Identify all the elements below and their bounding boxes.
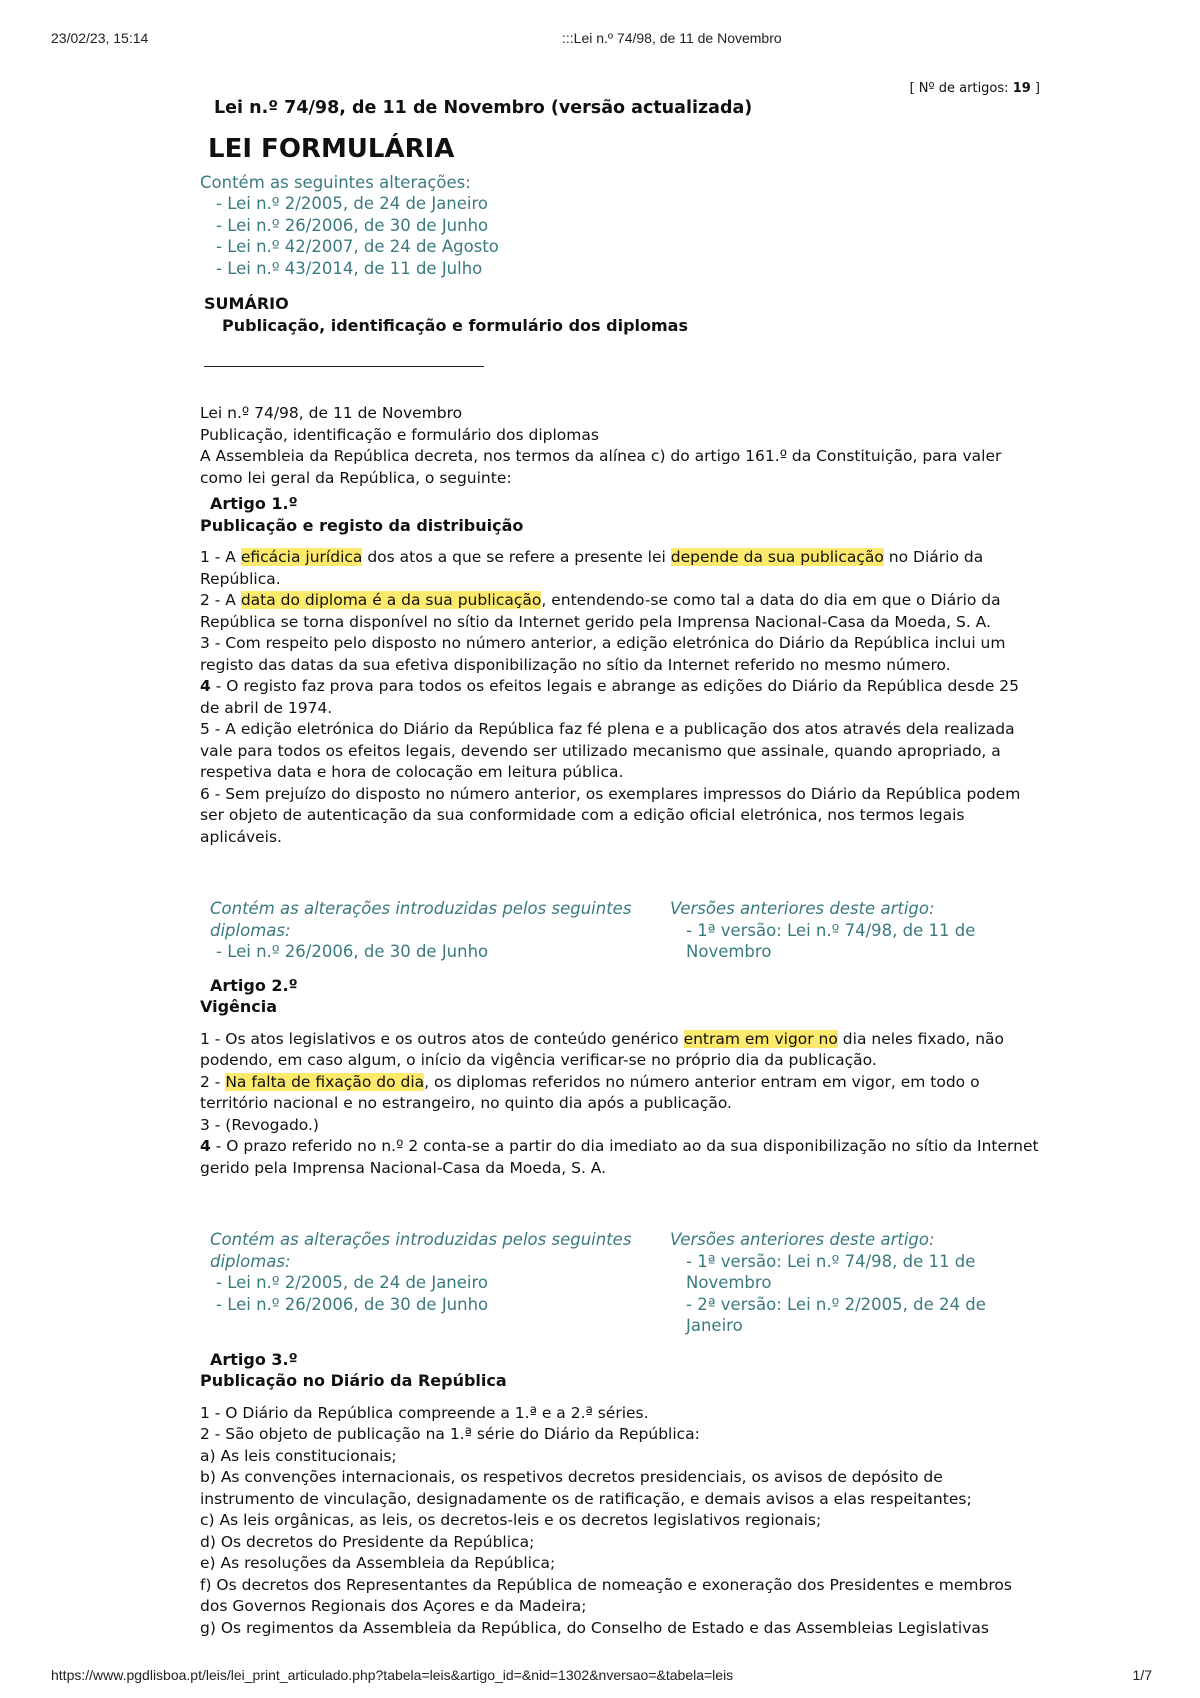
article-count-close: ] (1034, 81, 1040, 96)
paragraph: 5 - A edição eletrónica do Diário da República faz fé plena e a publicação dos atos através dela realizada vale para todos os efeitos legais, devendo ser utilizado mecanismo que assinale, quando apropriado, a respetiva data e hora de colocação em leitura pública. (200, 720, 1015, 781)
article-count (910, 78, 1040, 100)
paragraph (200, 547, 1040, 590)
text: - O prazo referido no n.º 2 conta-se a partir do dia imediato ao da sua disponibilização no sítio da Internet gerido pela Imprensa Nacional-Casa da Moeda, S. A. (200, 1137, 1039, 1177)
alteration-link[interactable]: - Lei n.º 43/2014, de 11 de Julho (216, 258, 483, 278)
text: 2 - (200, 1072, 226, 1091)
highlight: entram em vigor no (683, 1029, 838, 1048)
paragraph (200, 590, 1040, 633)
article-heading: Artigo 1.º (210, 494, 298, 513)
paragraph: d) Os decretos do Presidente da República; (200, 1532, 535, 1551)
paragraph: 1 - O Diário da República compreende a 1.ª e a 2.ª séries. (200, 1403, 649, 1422)
version-link[interactable]: - 2ª versão: Lei n.º 2/2005, de 24 de Janeiro (686, 1294, 986, 1335)
intro-line: Publicação, identificação e formulário dos diplomas (200, 425, 599, 444)
text: dos atos a que se refere a presente lei (362, 548, 671, 566)
summary-label: SUMÁRIO (204, 294, 289, 313)
alterations-label: Contém as seguintes alterações: (200, 172, 471, 192)
text: 2 - A (200, 591, 241, 609)
print-datetime: 23/02/23, 15:14 (51, 30, 149, 46)
alteration-link[interactable]: - Lei n.º 42/2007, de 24 de Agosto (216, 237, 499, 256)
paragraph: 3 - Com respeito pelo disposto no número anterior, a edição eletrónica do Diário da República inclui um registo das datas da sua efetiva disponibilização no sítio da Internet referido no mesmo número. (200, 634, 1006, 674)
highlight: eficácia jurídica (240, 548, 363, 566)
change-link[interactable]: - Lei n.º 26/2006, de 30 de Junho (216, 942, 489, 961)
paragraph (200, 1029, 1040, 1072)
changes-label: Contém as alterações introduzidas pelos seguintes diplomas: (210, 899, 632, 940)
article-notes (200, 898, 1040, 963)
highlight: data do diploma é a da sua publicação (240, 591, 542, 609)
intro-line: Lei n.º 74/98, de 11 de Novembro (200, 404, 463, 422)
article-2 (200, 975, 1040, 1337)
article-title: Publicação no Diário da República (200, 1371, 507, 1390)
versions-label: Versões anteriores deste artigo: (670, 899, 935, 918)
alterations-list (200, 172, 1040, 280)
text: 1 - A (200, 548, 241, 566)
intro (200, 403, 1040, 489)
text: 1 - Os atos legislativos e os outros atos de conteúdo genérico (200, 1029, 684, 1048)
law-heading: LEI FORMULÁRIA (208, 133, 455, 164)
summary (204, 293, 1040, 336)
document-body (200, 78, 1040, 1639)
article-title: Publicação e registo da distribuição (200, 515, 524, 535)
intro-line: A Assembleia da República decreta, nos termos da alínea c) do artigo 161.º da Constituição, para valer como lei geral da República, o seguinte: (200, 447, 1002, 487)
highlight: depende da sua publicação (670, 548, 884, 566)
article-title: Vigência (200, 997, 278, 1016)
text: - O registo faz prova para todos os efeitos legais e abrange as edições do Diário da República desde 25 de abril de 1974. (200, 677, 1020, 717)
text: dia neles fixado, não podendo, em caso algum, o início da vigência verificar-se no próprio dia da publicação. (200, 1029, 1004, 1069)
paragraph: b) As convenções internacionais, os respetivos decretos presidenciais, os avisos de depósito de instrumento de vinculação, designadamente os de ratificação, e demais avisos a elas respeitantes; (200, 1468, 972, 1508)
article-notes (200, 1229, 1040, 1337)
article-3 (200, 1349, 1040, 1640)
article-heading: Artigo 3.º (210, 1349, 298, 1369)
paragraph: 6 - Sem prejuízo do disposto no número anterior, os exemplares impressos do Diário da República podem ser objeto de autenticação da sua conformidade com a edição oficial eletrónica, nos termos legais aplicáveis. (200, 784, 1021, 846)
article-count-value: 19 (1012, 81, 1031, 96)
text: no Diário da República. (200, 548, 984, 588)
paragraph (200, 1136, 1040, 1179)
article-heading: Artigo 2.º (210, 975, 298, 995)
summary-text: Publicação, identificação e formulário dos diplomas (222, 315, 688, 335)
paragraph (200, 1072, 1040, 1115)
print-page-title: :::Lei n.º 74/98, de 11 de Novembro (562, 30, 782, 46)
versions-label: Versões anteriores deste artigo: (670, 1230, 935, 1249)
paragraph-number: 4 (200, 677, 211, 695)
article-count-label: [ Nº de artigos: (909, 81, 1009, 96)
highlight: Na falta de fixação do dia (225, 1072, 425, 1091)
paragraph: 2 - São objeto de publicação na 1.ª série do Diário da República: (200, 1425, 700, 1443)
alteration-link[interactable]: - Lei n.º 26/2006, de 30 de Junho (216, 215, 489, 235)
paragraph: e) As resoluções da Assembleia da República; (200, 1554, 556, 1572)
article-1 (200, 493, 1040, 963)
change-link[interactable]: - Lei n.º 26/2006, de 30 de Junho (216, 1294, 489, 1314)
change-link[interactable]: - Lei n.º 2/2005, de 24 de Janeiro (216, 1273, 489, 1292)
law-title: Lei n.º 74/98, de 11 de Novembro (versão actualizada) (214, 98, 753, 118)
paragraph: c) As leis orgânicas, as leis, os decretos-leis e os decretos legislativos regionais; (200, 1511, 822, 1529)
text: , entendendo-se como tal a data do dia em que o Diário da República se torna disponível no sítio da Internet gerido pela Imprensa Nacional-Casa da Moeda, S. A. (200, 591, 1001, 631)
text: , os diplomas referidos no número anterior entram em vigor, em todo o território nacional e no estrangeiro, no quinto dia após a publicação. (200, 1072, 980, 1112)
version-link[interactable]: - 1ª versão: Lei n.º 74/98, de 11 de Novembro (686, 1251, 976, 1292)
paragraph: f) Os decretos dos Representantes da República de nomeação e exoneração dos Presidentes e membros dos Governos Regionais dos Açores e da Madeira; (200, 1575, 1012, 1615)
paragraph: g) Os regimentos da Assembleia da República, do Conselho de Estado e das Assembleias Legislativas (200, 1618, 989, 1637)
paragraph-number: 4 (200, 1137, 211, 1155)
version-link[interactable]: - 1ª versão: Lei n.º 74/98, de 11 de Novembro (686, 920, 976, 961)
print-page-number: 1/7 (1132, 1667, 1152, 1683)
divider (204, 366, 484, 367)
changes-label: Contém as alterações introduzidas pelos seguintes diplomas: (210, 1230, 632, 1271)
paragraph (200, 676, 1040, 719)
paragraph: 3 - (Revogado.) (200, 1115, 319, 1134)
paragraph: a) As leis constitucionais; (200, 1446, 397, 1465)
alteration-link[interactable]: - Lei n.º 2/2005, de 24 de Janeiro (216, 194, 489, 213)
print-url: https://www.pgdlisboa.pt/leis/lei_print_articulado.php?tabela=leis&artigo_id=&nid=1302&nversao=&tabela=leis (51, 1667, 734, 1683)
